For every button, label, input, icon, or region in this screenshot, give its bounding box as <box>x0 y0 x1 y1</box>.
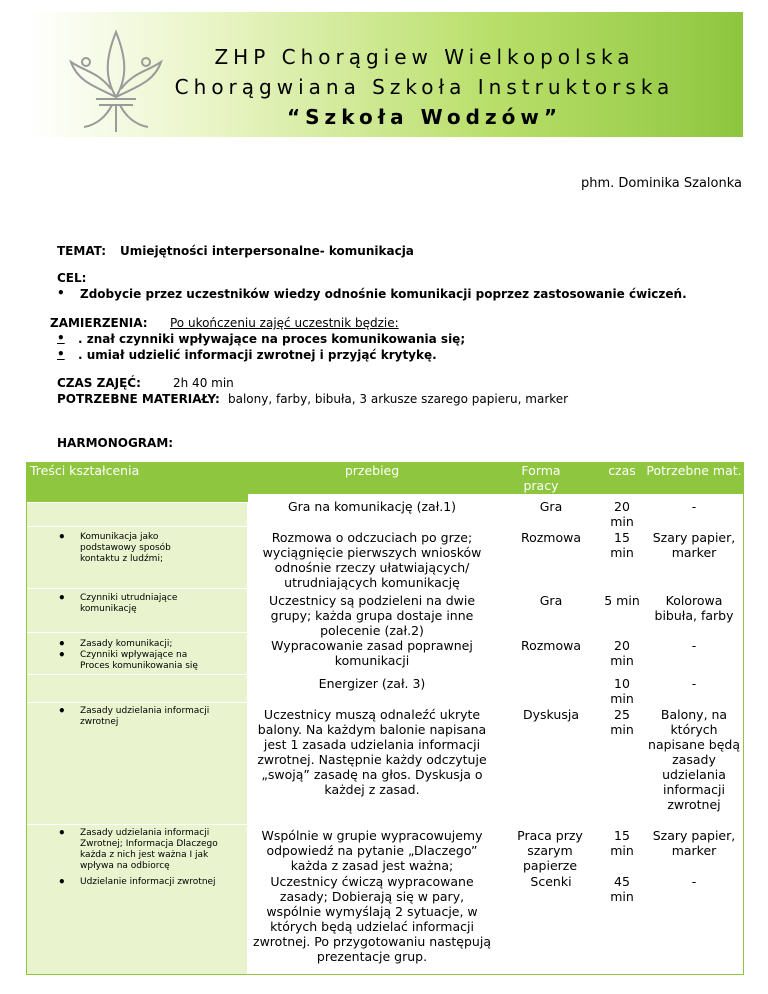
header-line-1: ZHP Chorągiew Wielkopolska <box>214 45 635 69</box>
table-border <box>743 462 744 975</box>
czas-cell: 25 min <box>610 707 634 737</box>
zamierzenia-intro: Po ukończeniu zajęć uczestnik będzie: <box>170 316 399 330</box>
przebieg-cell: Wspólnie w grupie wypracowujemy odpowiedź na pytanie „Dlaczego” każda z zasad jest ważna; <box>261 828 483 873</box>
forma-cell: Scenki <box>530 874 572 889</box>
left-item: Komunikacja jako podstawowy sposób kontaktu z ludźmi; <box>80 532 171 564</box>
zamierzenia-item: . znał czynniki wpływające na proces komunikowania się; <box>78 332 466 346</box>
przebieg-cell: Gra na komunikację (zał.1) <box>287 499 457 514</box>
cel-item: Zdobycie przez uczestników wiedzy odnośnie komunikacji poprzez zastosowanie ćwiczeń. <box>80 287 687 301</box>
bullet-icon: • <box>58 648 66 662</box>
temat-value: Umiejętności interpersonalne- komunikacja <box>120 244 414 258</box>
bullet-icon: • <box>57 347 65 361</box>
left-cell <box>27 674 247 703</box>
bullet-icon: • <box>58 704 66 718</box>
col-header-tresci: Treści kształcenia <box>30 463 140 478</box>
czas-cell: 15 min <box>610 828 634 858</box>
header-line-2: Chorągwiana Szkoła Instruktorska <box>174 75 675 99</box>
cel-label: CEL: <box>57 271 87 285</box>
materialy-cell: - <box>691 874 697 889</box>
bullet-icon: • <box>57 286 65 300</box>
czas-cell: 15 min <box>610 530 634 560</box>
przebieg-cell: Uczestnicy są podzieleni na dwie grupy; każda grupa dostaje inne polecenie (zał.2) <box>268 593 476 638</box>
forma-cell: Dyskusja <box>523 707 579 722</box>
left-item: Udzielanie informacji zwrotnej <box>80 877 216 887</box>
materialy-cell: Szary papier, marker <box>652 828 736 858</box>
materialy-cell: - <box>691 676 697 691</box>
przebieg-cell: Wypracowanie zasad poprawnej komunikacji <box>271 638 473 668</box>
bullet-icon: • <box>58 637 66 651</box>
czas-label: CZAS ZAJĘĆ: <box>57 376 141 390</box>
col-header-przebieg: przebieg <box>344 463 400 478</box>
zamierzenia-item: . umiał udzielić informacji zwrotnej i przyjąć krytykę. <box>78 348 437 362</box>
col-header-materialy: Potrzebne mat. <box>646 463 742 478</box>
forma-cell: Praca przy szarym papierze <box>517 828 583 873</box>
czas-cell: 20 min <box>610 499 634 529</box>
left-item: Czynniki utrudniające komunikację <box>80 593 178 614</box>
harmonogram-label: HARMONOGRAM: <box>57 436 174 450</box>
czas-cell: 10 min <box>610 676 634 706</box>
left-item: Zasady komunikacji; <box>80 639 173 649</box>
col-header-forma: Forma pracy <box>521 463 561 493</box>
czas-value: 2h 40 min <box>173 376 234 390</box>
czas-cell: 5 min <box>604 593 640 608</box>
przebieg-cell: Uczestnicy ćwiczą wypracowane zasady; Dobierają się w pary, wspólnie wymyślają 2 sytuacje, w których będą udzielać informacji zwrotnej. Po przygotowaniu następują prezentacje grup. <box>253 874 491 964</box>
table-border <box>26 974 743 975</box>
materialy-cell: - <box>691 638 697 653</box>
materialy-cell: Balony, na których napisane będą zasady udzielania informacji zwrotnej <box>648 707 740 812</box>
przebieg-cell: Rozmowa o odczuciach po grze; wyciągnięcie pierwszych wniosków odnośnie rzeczy ułatwiających/ utrudniających komunikację <box>262 530 482 590</box>
left-item: Zasady udzielania informacji zwrotnej <box>80 706 210 727</box>
author: phm. Dominika Szalonka <box>580 176 742 191</box>
forma-cell: Gra <box>539 499 563 514</box>
materialy-value: balony, farby, bibuła, 3 arkusze szarego papieru, marker <box>228 392 569 406</box>
czas-cell: 45 min <box>610 874 634 904</box>
left-cell <box>27 502 247 527</box>
materialy-cell: Szary papier, marker <box>652 530 736 560</box>
forma-cell: Gra <box>539 593 563 608</box>
przebieg-cell: Energizer (zał. 3) <box>318 676 426 691</box>
zamierzenia-label: ZAMIERZENIA: <box>50 316 148 330</box>
materialy-cell: - <box>691 499 697 514</box>
left-item: Czynniki wpływające na Proces komunikowania się <box>80 650 198 671</box>
przebieg-cell: Uczestnicy muszą odnaleźć ukryte balony. Na każdym balonie napisana jest 1 zasada udzielania informacji zwrotnej. Następnie każdy odczytuje „swoją” zasadę na głos. Dyskusja o każdej z zasad. <box>257 707 487 797</box>
col-header-czas: czas <box>608 463 636 478</box>
left-item: Zasady udzielania informacji Zwrotnej; Informacja Dlaczego każda z nich jest ważna I jak wpływa na odbiorcę <box>80 828 218 871</box>
materialy-label: POTRZEBNE MATERIAŁY: <box>57 392 220 406</box>
bullet-icon: • <box>58 530 66 544</box>
header-banner <box>26 12 743 137</box>
czas-cell: 20 min <box>610 638 634 668</box>
bullet-icon: • <box>58 875 66 889</box>
forma-cell: Rozmowa <box>520 638 582 653</box>
forma-cell: Rozmowa <box>520 530 582 545</box>
materialy-cell: Kolorowa bibuła, farby <box>654 593 734 623</box>
bullet-icon: • <box>57 331 65 345</box>
header-line-3: “Szkoła Wodzów” <box>287 105 562 129</box>
bullet-icon: • <box>58 826 66 840</box>
temat-label: TEMAT: <box>57 244 107 258</box>
table-border <box>26 462 27 975</box>
bullet-icon: • <box>58 591 66 605</box>
